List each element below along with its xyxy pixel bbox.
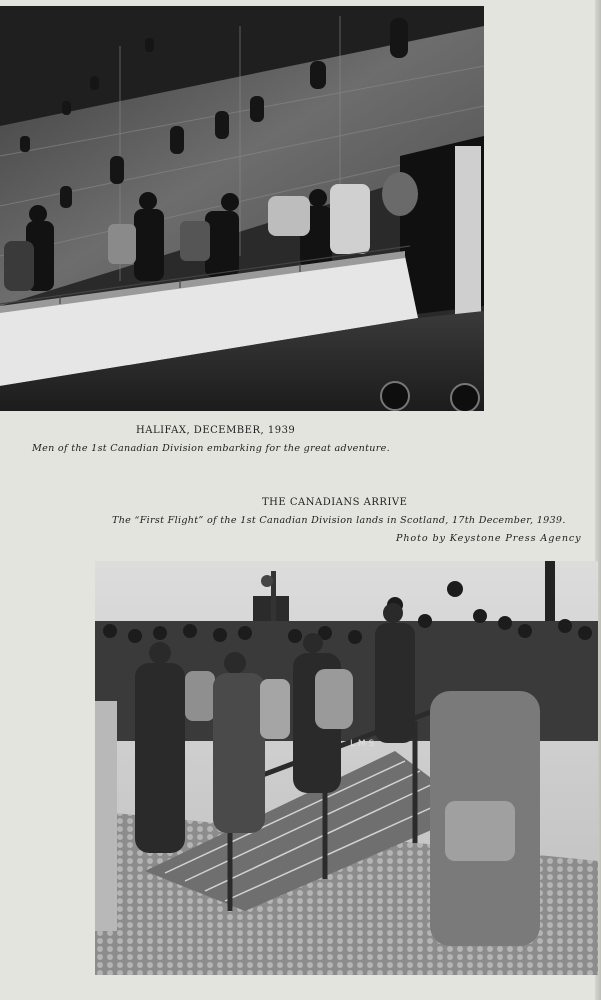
scotland-photo-drawing	[95, 561, 598, 975]
left-edge-figure	[95, 701, 117, 931]
halifax-photo-drawing	[0, 6, 484, 411]
foreground-figure-head	[482, 655, 518, 691]
photo-halifax-embarkation	[0, 6, 484, 411]
gangway-lettering: L M S	[350, 739, 375, 749]
foreground-figure-pack	[445, 801, 515, 861]
door-frame	[455, 146, 481, 321]
halifax-caption-text: Men of the 1st Canadian Division embarking for the great adventure.	[32, 443, 390, 454]
arrive-caption-title: THE CANADIANS ARRIVE	[262, 497, 408, 508]
photo-credit: Photo by Keystone Press Agency	[396, 533, 582, 544]
lower-porthole	[381, 382, 409, 410]
halifax-caption-title: HALIFAX, DECEMBER, 1939	[136, 425, 296, 436]
arrive-caption-text: The “First Flight” of the 1st Canadian Division lands in Scotland, 17th December, 1939.	[112, 515, 566, 526]
photo-scotland-landing	[95, 561, 598, 975]
lower-porthole	[451, 384, 479, 411]
lamp-head	[261, 575, 273, 587]
